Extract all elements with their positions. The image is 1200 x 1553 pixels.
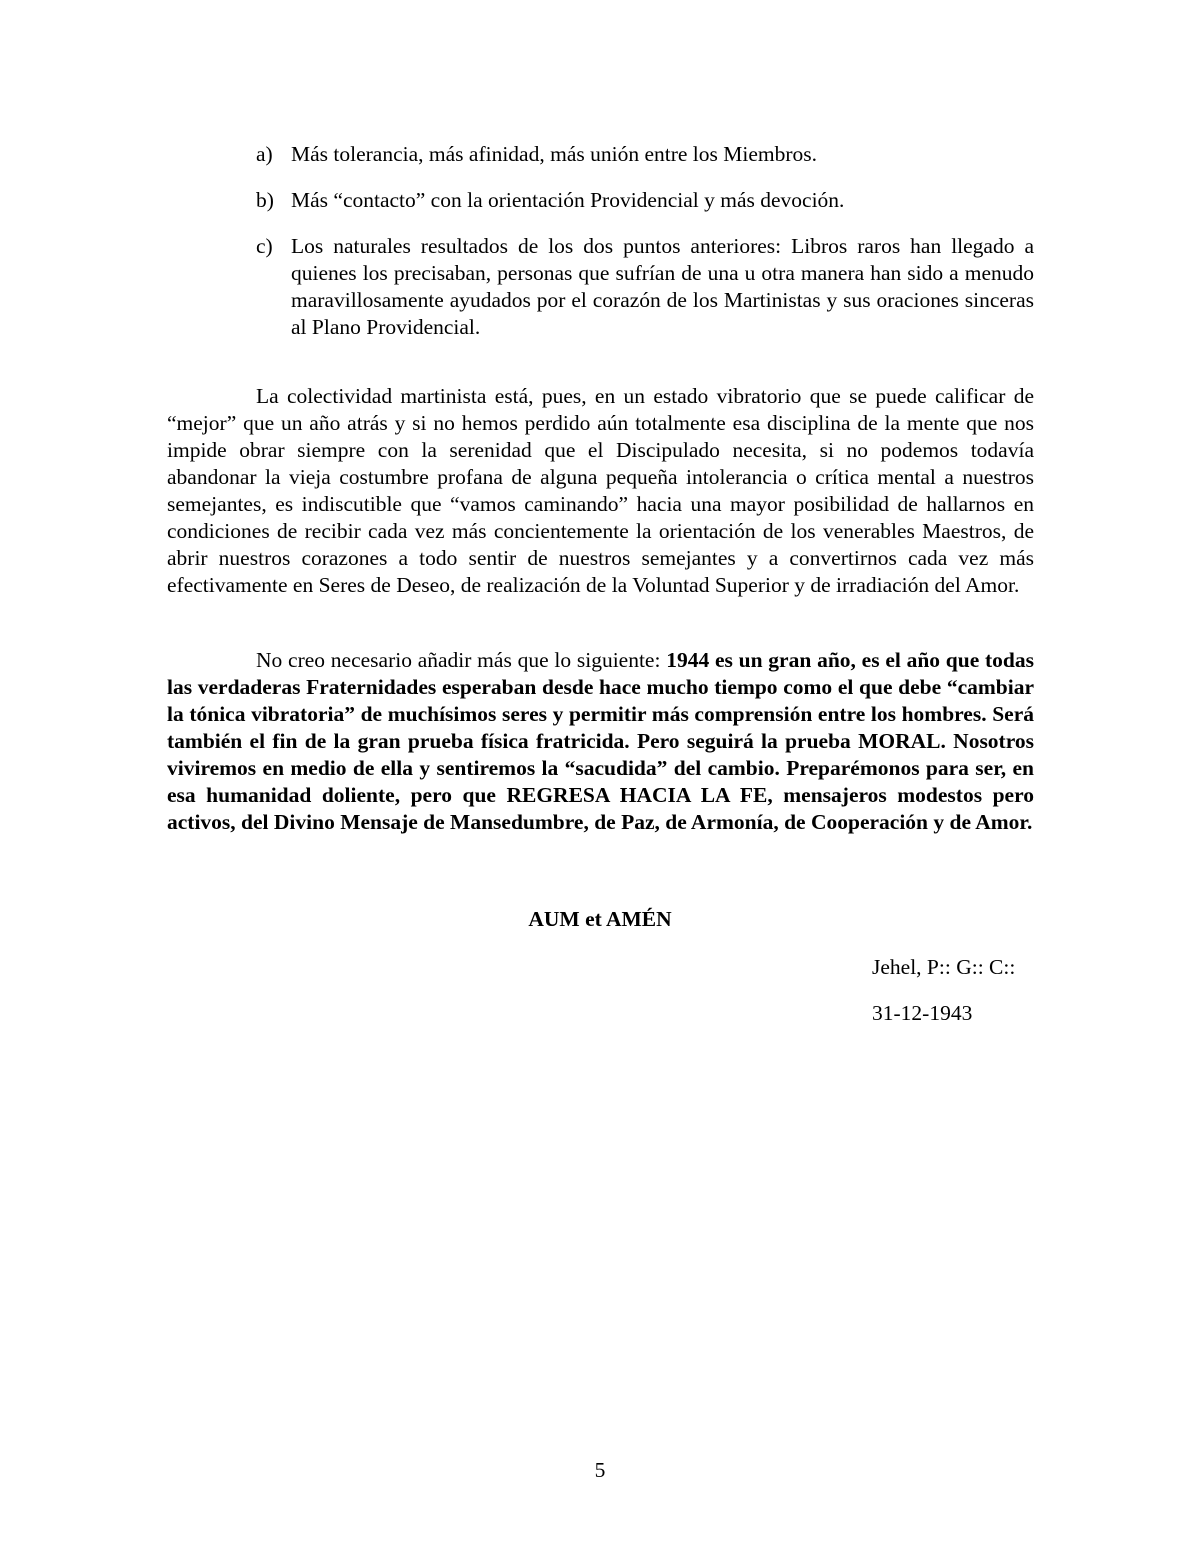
list-item-text: Los naturales resultados de los dos puntos anteriores: Libros raros han llegado a quienes los precisaban, personas que sufrían de una u otra manera han sido a menudo maravillosamente ayudados por el corazón de los Martinistas y sus oraciones sinceras al Plano Providencial. [291,234,1034,339]
list-item-b [256,187,1034,214]
signature: Jehel, P:: G:: C:: [872,955,1016,979]
paragraph-2-intro: No creo necesario añadir más que lo siguiente: [256,647,667,672]
list-item-text: Más tolerancia, más afinidad, más unión entre los Miembros. [291,142,818,166]
closing-invocation: AUM et AMÉN [528,907,672,931]
page-number: 5 [594,1458,606,1482]
body-paragraph-2 [167,647,1034,836]
list-item-a [256,141,1034,168]
body-paragraph-1: La colectividad martinista está, pues, en un estado vibratorio que se puede calificar de “mejor” que un año atrás y si no hemos perdido aún totalmente esa disciplina de la mente que nos impide obrar siempre con la serenidad que el Discipulado necesita, si no podemos todavía abandonar la vieja costumbre profana de alguna pequeña intolerancia o crítica mental a nuestros semejantes, es indiscutible que “vamos caminando” hacia una mayor posibilidad de hallarnos en condiciones de recibir cada vez más concientemente la orientación de los venerables Maestros, de abrir nuestros corazones a todo sentir de nuestros semejantes y a convertirnos cada vez más efectivamente en Seres de Deseo, de realización de la Voluntad Superior y de irradiación del Amor. [167,383,1034,597]
list-item-text: Más “contacto” con la orientación Providencial y más devoción. [291,188,845,212]
numbered-list [256,141,1034,360]
document-date: 31-12-1943 [872,1001,973,1025]
list-marker: b) [256,188,274,212]
list-marker: c) [256,234,273,258]
list-item-c [256,233,1034,341]
paragraph-2-bold-statement: 1944 es un gran año, es el año que todas las verdaderas Fraternidades esperaban desde hace mucho tiempo como el que debe “cambiar la tónica vibratoria” de muchísimos seres y permitir más comprensión entre los hombres. Será también el fin de la gran prueba física fratricida. Pero seguirá la prueba MORAL. Nosotros viviremos en medio de ella y sentiremos la “sacudida” del cambio. Preparémonos para ser, en esa humanidad doliente, pero que REGRESA HACIA LA FE, mensajeros modestos pero activos, del Divino Mensaje de Mansedumbre, de Paz, de Armonía, de Cooperación y de Amor. [167,647,1035,834]
list-marker: a) [256,142,273,166]
